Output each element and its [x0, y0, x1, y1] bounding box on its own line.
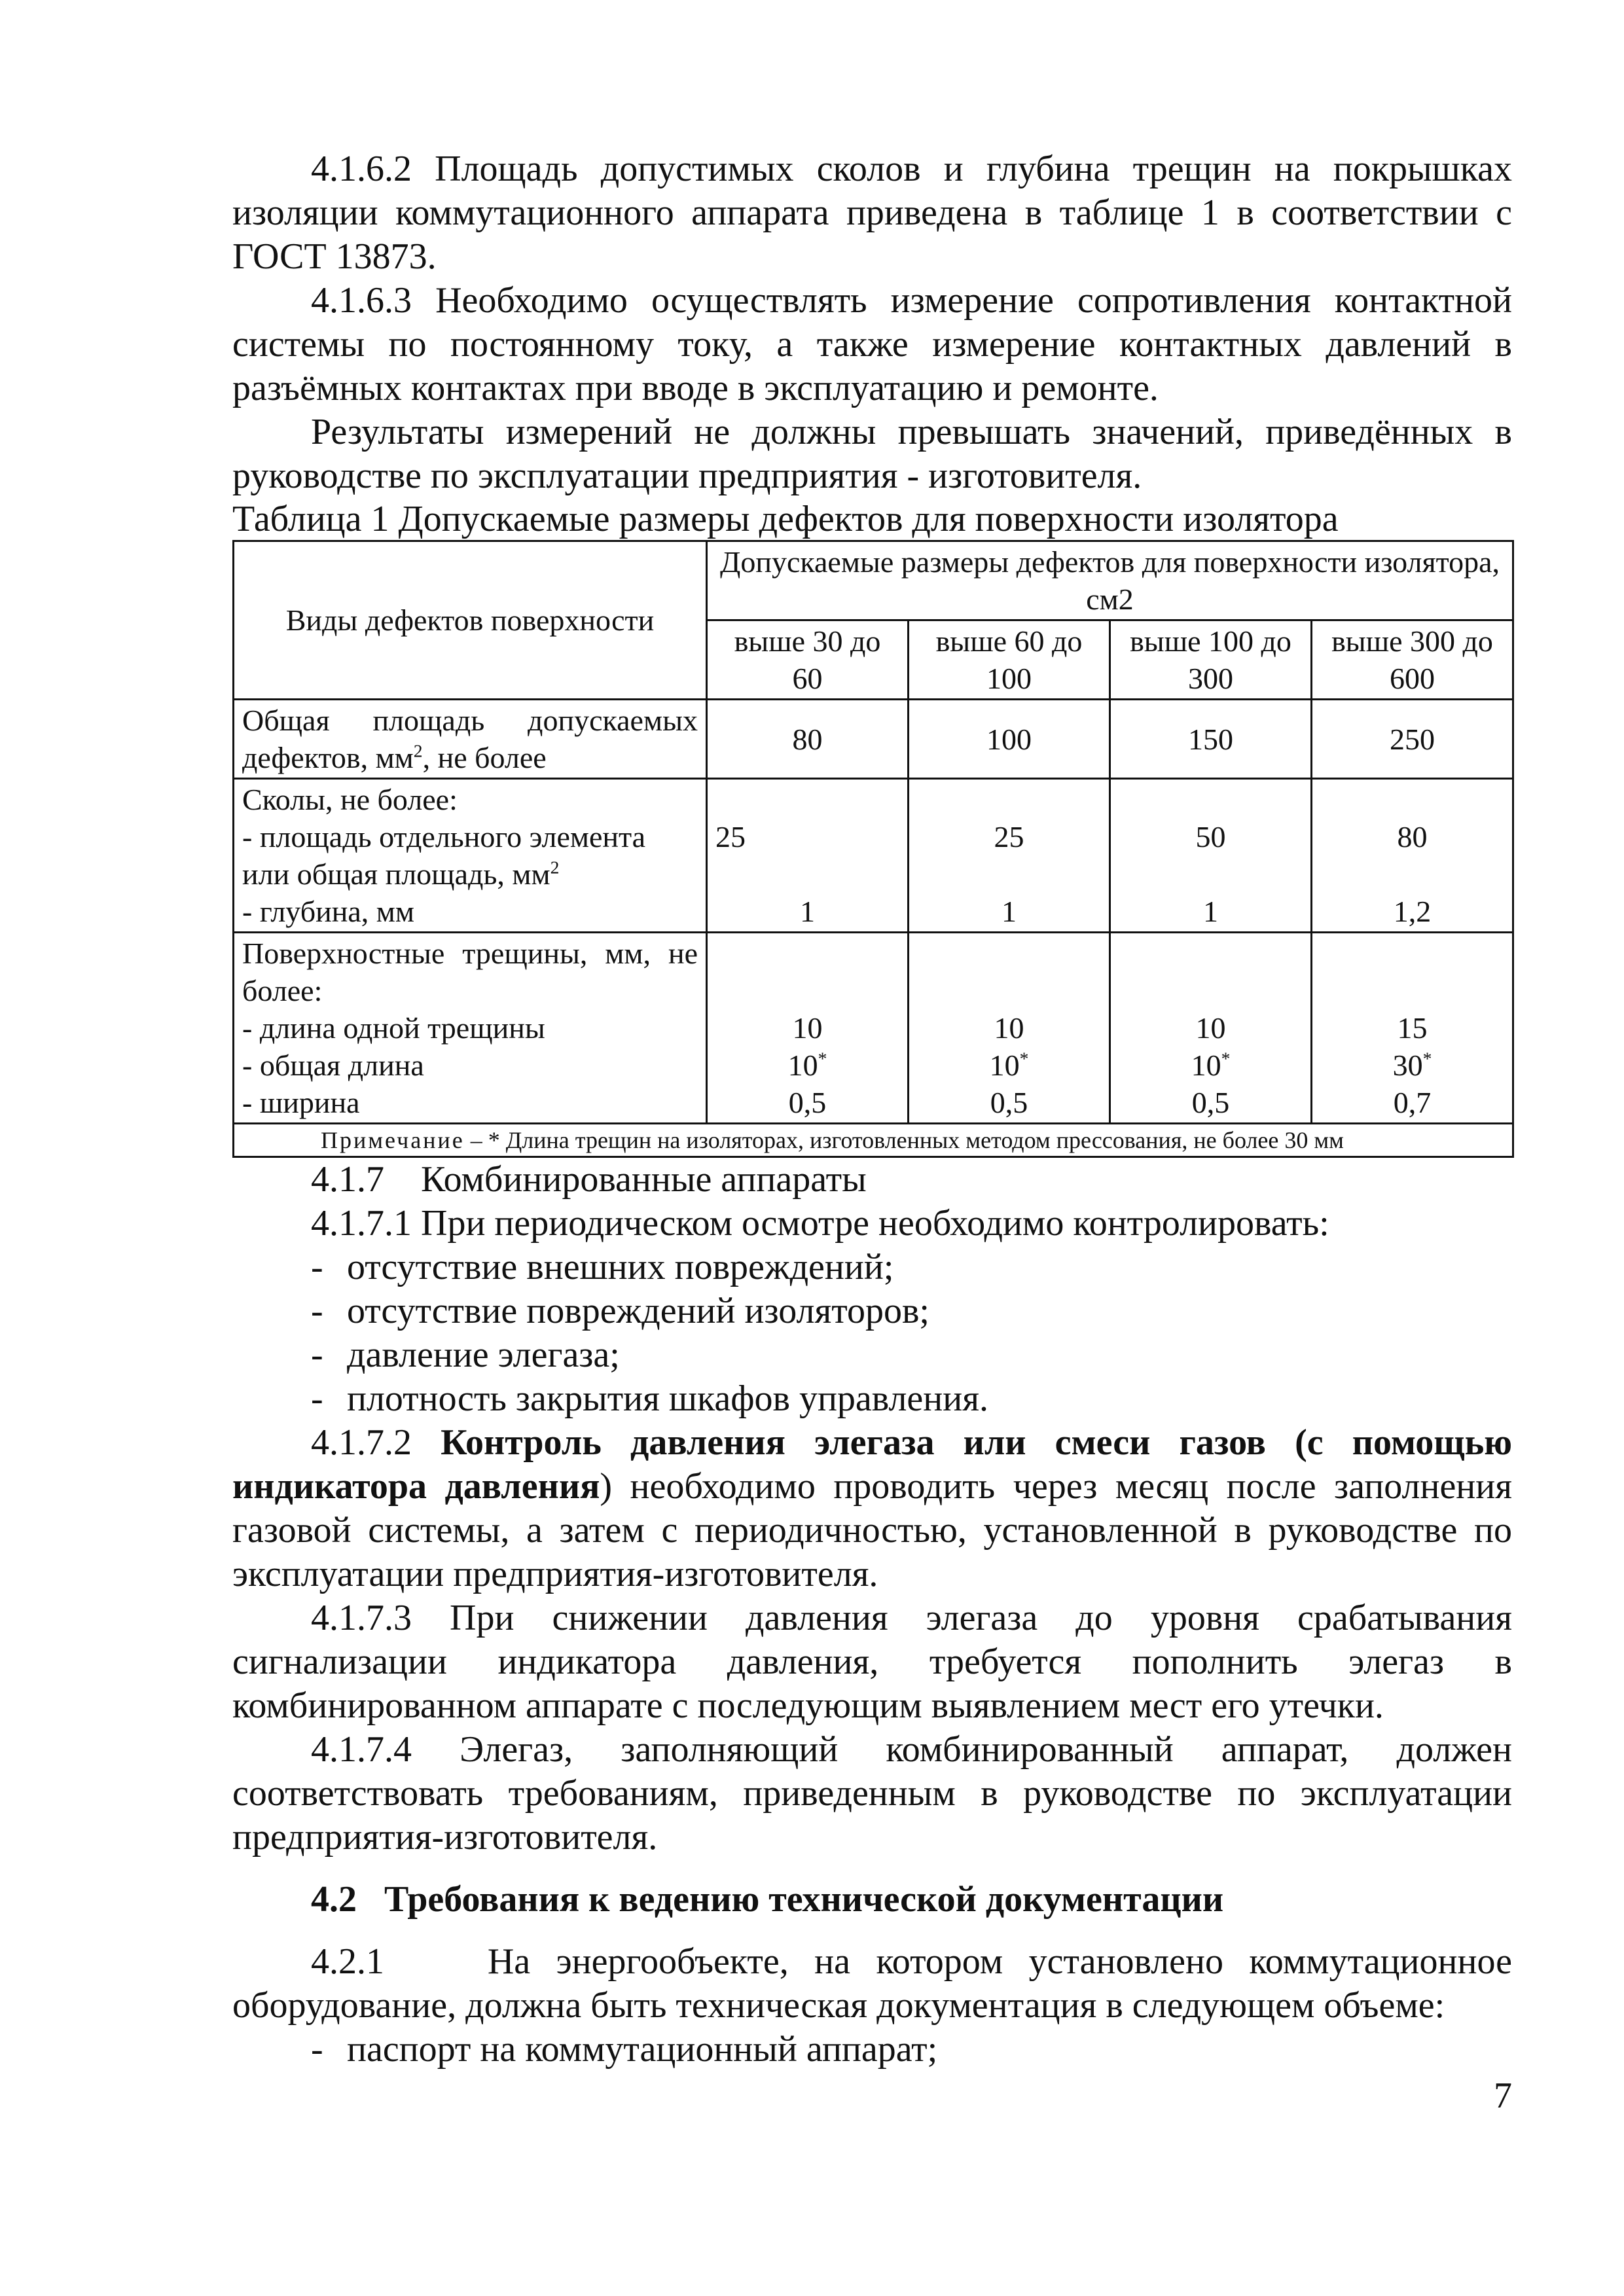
note-text: – * Длина трещин на изоляторах, изготовленных методом прессования, не более 30 мм [464, 1127, 1344, 1153]
document-page [232, 147, 1521, 2072]
paragraph-4-1-6-3: 4.1.6.3 Необходимо осуществлять измерение сопротивления контактной системы по постоянному току, а также измерение контактных давлений в разъёмных контактах при вводе в эксплуатацию и ремонте. [232, 280, 1512, 408]
table-cell: 80 1,2 [1312, 779, 1513, 933]
table-row [234, 779, 1513, 933]
page-number: 7 [1494, 2075, 1512, 2116]
list-item [232, 1377, 1512, 1421]
table-cell: 10 10* 0,5 [909, 933, 1110, 1124]
table-cell: 100 [909, 700, 1110, 779]
list-item [232, 2028, 1512, 2072]
list-item-text: отсутствие внешних повреждений; [347, 1247, 894, 1287]
table-caption: Таблица 1 Допускаемые размеры дефектов для поверхности изолятора [232, 499, 1339, 539]
table-cell: 80 [707, 700, 909, 779]
table-row [234, 700, 1513, 779]
row-label-cracks: Поверхностные трещины, мм, не более: - длина одной трещины - общая длина - ширина [234, 933, 707, 1124]
table-cell: 50 1 [1110, 779, 1312, 933]
list-dash: - [311, 1247, 323, 1287]
table-note-row [234, 1124, 1513, 1157]
header-range-3: выше 100 до 300 [1110, 620, 1312, 700]
defects-table [232, 540, 1514, 1158]
paragraph-4-2-1: 4.2.1 На энергообъекте, на котором установлено коммутационное оборудование, должна быть техническая документация в следующем объеме: [232, 1941, 1521, 2026]
list-item [232, 1289, 1512, 1333]
table-cell: 150 [1110, 700, 1312, 779]
header-defect-types: Виды дефектов поверхности [234, 541, 707, 700]
header-range-2: выше 60 до 100 [909, 620, 1110, 700]
table-row [234, 933, 1513, 1124]
list-dash: - [311, 1335, 323, 1375]
table-cell: 10 10* 0,5 [1110, 933, 1312, 1124]
list-dash: - [311, 2029, 323, 2070]
paragraph-4-1-7-4: 4.1.7.4 Элегаз, заполняющий комбинированный аппарат, должен соответствовать требованиям, приведенным в руководстве по эксплуатации предприятия-изготовителя. [232, 1729, 1512, 1857]
list-item-text: давление элегаза; [347, 1335, 620, 1375]
paragraph-4-1-7-1: 4.1.7.1 При периодическом осмотре необходимо контролировать: [311, 1203, 1329, 1244]
list-item-text: отсутствие повреждений изоляторов; [347, 1291, 929, 1331]
paragraph-results: Результаты измерений не должны превышать значений, приведённых в руководстве по эксплуатации предприятия - изготовителя. [232, 412, 1512, 496]
note-label: Примечание [321, 1127, 465, 1153]
list-item [232, 1333, 1512, 1377]
list-dash: - [311, 1291, 323, 1331]
list-dash: - [311, 1378, 323, 1419]
paragraph-4-1-7-3: 4.1.7.3 При снижении давления элегаза до уровня срабатывания сигнализации индикатора давления, требуется пополнить элегаз в комбинированном аппарате с последующим выявлением мест его утечки. [232, 1598, 1512, 1726]
header-range-4: выше 300 до 600 [1312, 620, 1513, 700]
paragraph-4-1-6-2: 4.1.6.2 Площадь допустимых сколов и глубина трещин на покрышках изоляции коммутационного аппарата приведена в таблице 1 в соответствии с ГОСТ 13873. [232, 149, 1512, 277]
table-note [234, 1124, 1513, 1157]
table-cell: 25 1 [909, 779, 1110, 933]
row-label-total-area: Общая площадь допускаемых дефектов, $мм^2$, не более [234, 700, 707, 779]
row-label-chips: Сколы, не более: - площадь отдельного элемента или общая площадь, $мм^2$ - глубина, мм [234, 779, 707, 933]
table-cell: 15 30* 0,7 [1312, 933, 1513, 1124]
list-item-text: паспорт на коммутационный аппарат; [347, 2029, 938, 2070]
list-item-text: плотность закрытия шкафов управления. [347, 1378, 988, 1419]
section-4-1-7-title: 4.1.7 Комбинированные аппараты [311, 1159, 867, 1200]
header-allowed-sizes: Допускаемые размеры дефектов для поверхности изолятора, см2 [707, 541, 1513, 620]
paragraph-4-1-7-2: 4.1.7.2 Контроль давления элегаза или смеси газов (с помощью индикатора давления) необходимо проводить через месяц после заполнения газовой системы, а затем с периодичностью, установленной в руководстве по эксплуатации предприятия-изготовителя. [232, 1422, 1512, 1594]
list-item [232, 1246, 1512, 1289]
table-cell: 25 1 [707, 779, 909, 933]
header-range-1: выше 30 до 60 [707, 620, 909, 700]
table-cell: 10 10* 0,5 [707, 933, 909, 1124]
section-4-2-heading: 4.2 Требования к ведению технической документации [311, 1879, 1224, 1920]
table-cell: 250 [1312, 700, 1513, 779]
table-header-row [234, 541, 1513, 620]
